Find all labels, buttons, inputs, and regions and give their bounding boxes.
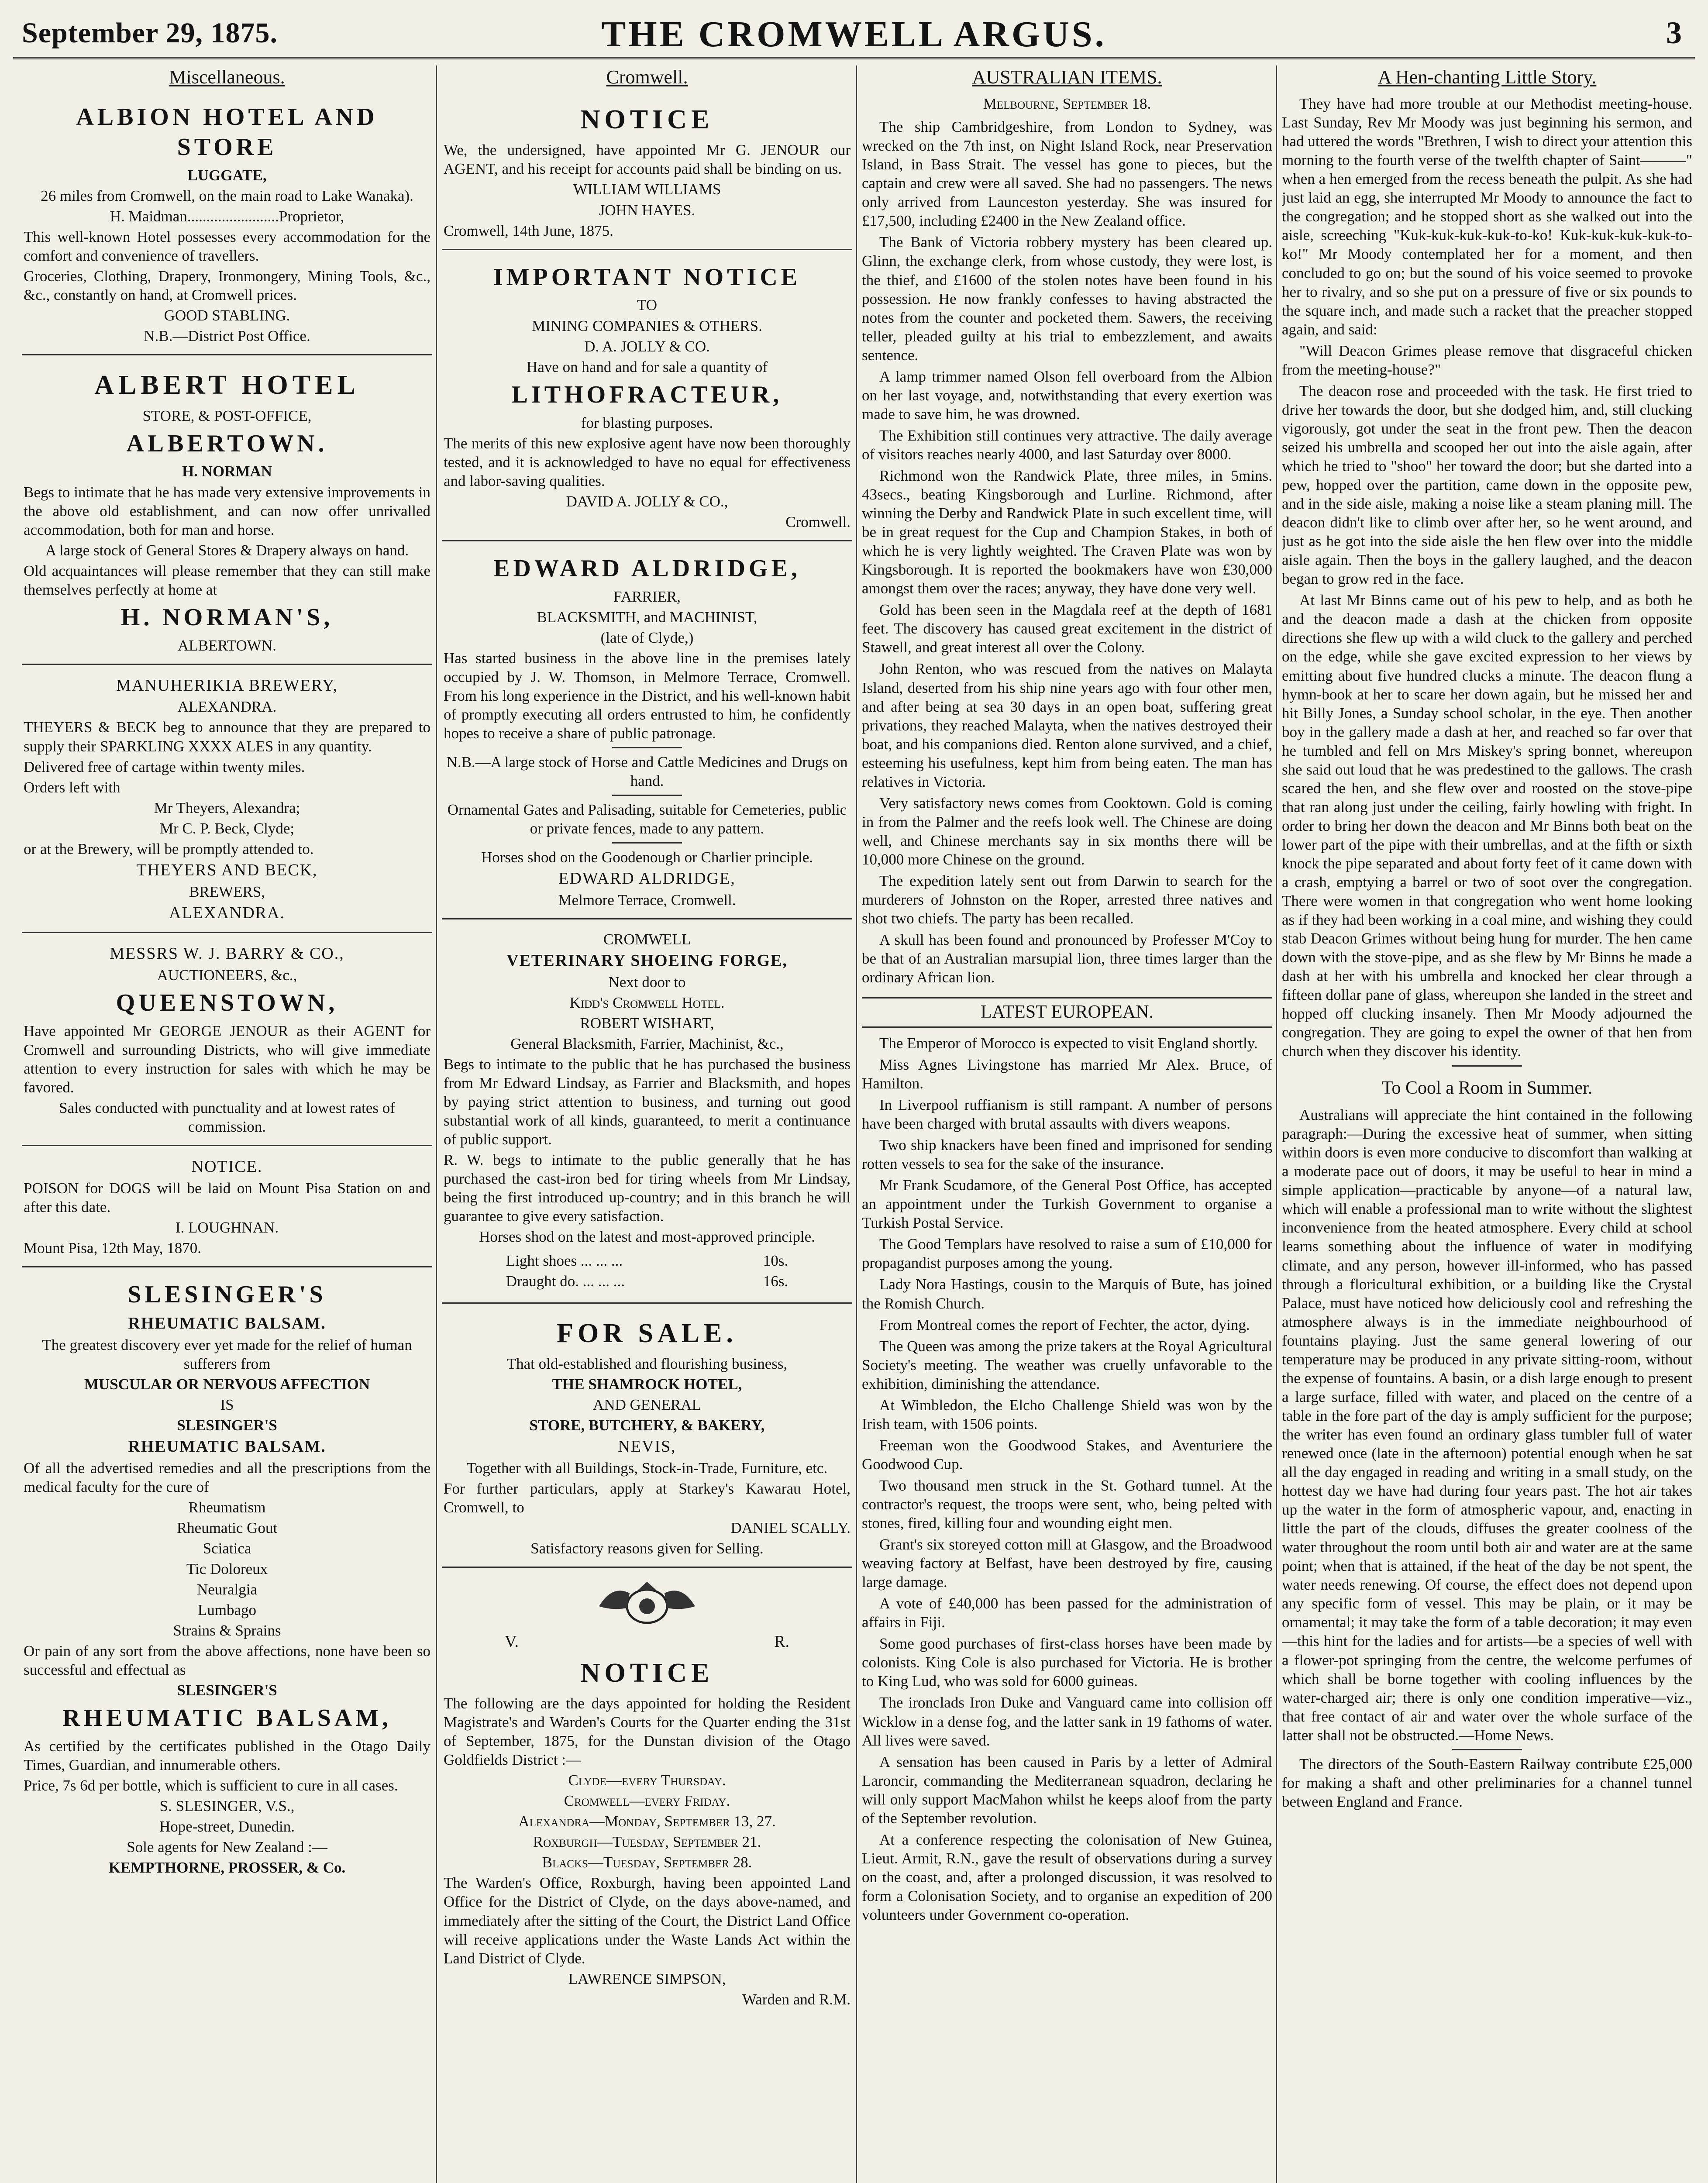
shoeing-rates-table <box>505 1250 789 1292</box>
ad-proprietor: H. Maidman........................Proprietor, <box>110 207 344 225</box>
column-2 <box>442 65 852 2183</box>
ad-address: Melmore Terrace, Cromwell. <box>558 892 736 909</box>
ad-body: Begs to intimate that he has made very extensive improvements in the above old establishment, and can now offer unrivalled accommodation, both for man and horse. <box>24 483 430 538</box>
ad-gates: Ornamental Gates and Palisading, suitable for Cemeteries, public or private fences, made to any pattern. <box>447 801 847 837</box>
story-paragraph: "Will Deacon Grimes please remove that disgraceful chicken from the meeting-house?" <box>1282 342 1692 378</box>
ad-body: The merits of this new explosive agent have now been thoroughly tested, and it is acknowledged to have no equal for effectiveness and labor-saving qualities. <box>444 434 851 489</box>
column-4 <box>1282 65 1692 2183</box>
ad-pains: Or pain of any sort from the above affections, none have been so successful and effectual as <box>24 1642 430 1679</box>
ad-claim: The greatest discovery ever yet made for the relief of human sufferers from <box>42 1336 412 1372</box>
ad-stabling: GOOD STABLING. <box>164 307 290 324</box>
important-notice-ad <box>442 255 852 541</box>
albion-hotel-ad <box>22 94 432 355</box>
news-paragraph: Grant's six storeyed cotton mill at Glasgow, and the Broadwood weaving factory at Belfast, have been destroyed by fire, causing large damage. <box>862 1536 1272 1591</box>
ad-orders: Orders left with <box>24 778 121 796</box>
aldridge-ad <box>442 546 852 919</box>
ad-friends: Old acquaintances will please remember that they can still make themselves perfectly at home at <box>24 562 430 598</box>
r-letter: R. <box>774 1632 789 1651</box>
ailment: Strains & Sprains <box>173 1622 281 1639</box>
ad-title: NOTICE <box>580 1658 714 1688</box>
news-paragraph: The Queen was among the prize takers at the Royal Agricultural Society's meeting. The weather was cruelly unfavorable to the exhibition, diminishing the attendance. <box>862 1337 1272 1392</box>
ad-place: ALBERTOWN. <box>126 430 328 457</box>
ad-brand: RHEUMATIC BALSAM, <box>62 1704 392 1732</box>
ad-title: NOTICE. <box>191 1157 263 1176</box>
jenour-agent-notice <box>442 94 852 250</box>
ad-place: LUGGATE, <box>187 166 267 184</box>
news-paragraph: Some good purchases of first-class horses have been made by colonists. King Cole is also purchased for Victoria. He is brother to King Lud, who was sold for 6000 guineas. <box>862 1635 1272 1690</box>
news-paragraph: The Good Templars have resolved to raise a sum of £10,000 for propagandist purposes among the young. <box>862 1236 1272 1272</box>
ad-intro: That old-established and flourishing business, <box>506 1355 788 1372</box>
news-paragraph: John Renton, who was rescued from the natives on Malayta Island, deserted from his ship nine years ago with four other men, and after being at sea 30 days in an open boat, suffering great privations, they reached Malayta, when the natives destroyed their boat, and his companions died. Renton alone survived, and a chief, esteeming his usefulness, kept him from being eaten. The man has relatives in Victoria. <box>862 660 1272 790</box>
ad-store: STORE, BUTCHERY, & BAKERY, <box>529 1417 765 1434</box>
ad-sign: DAVID A. JOLLY & CO., <box>566 492 728 510</box>
news-paragraph: Lady Nora Hastings, cousin to the Marquis of Bute, has joined the Romish Church. <box>862 1276 1272 1312</box>
ad-place: ALEXANDRA. <box>177 698 277 716</box>
ad-place: QUEENSTOWN, <box>116 989 338 1017</box>
rate-price: 16s. <box>763 1272 789 1290</box>
court-day: Cromwell—every Friday. <box>564 1792 730 1810</box>
news-paragraph: Two thousand men struck in the St. Gothard tunnel. At the contractor's request, the troops were sent, who, being pelted with stones, fired, killing four and wounding eight men. <box>862 1477 1272 1532</box>
ad-title: FOR SALE. <box>557 1318 737 1348</box>
rate-row <box>506 1251 789 1271</box>
ad-sign-title: Warden and R.M. <box>742 1990 851 2008</box>
article-heading: To Cool a Room in Summer. <box>1381 1078 1593 1098</box>
divider <box>612 795 682 796</box>
vr-initials <box>444 1632 851 1652</box>
news-paragraph: The expedition lately sent out from Darwin to search for the murderers of Johnston on the Roper, arrested three natives and shot two chiefs. The party has been recalled. <box>862 872 1272 927</box>
rate-label: Draught do. ... ... ... <box>506 1272 625 1290</box>
ad-title: ALBION HOTEL AND STORE <box>76 103 378 161</box>
ad-sign: WILLIAM WILLIAMS <box>573 181 721 198</box>
news-paragraph: At a conference respecting the colonisation of New Guinea, Lieut. Armit, R.N., gave the result of observations during a survey on the coast, and, after a prolonged discussion, it was resolved to form a Colonisation Society, and to organise an expedition of 200 volunteers under Government co-operation. <box>862 1831 1272 1923</box>
ad-sign: BREWERS, <box>189 883 265 900</box>
court-day: Clyde—every Thursday. <box>568 1772 726 1789</box>
column-heading: Cromwell. <box>606 66 688 88</box>
news-paragraph: Mr Frank Scudamore, of the General Post Office, has accepted an appointment under the Turkish Government to organise a Turkish Postal Service. <box>862 1177 1272 1232</box>
ailment: Tic Doloreux <box>186 1560 268 1577</box>
column-heading: Miscellaneous. <box>169 66 285 88</box>
ad-name: ROBERT WISHART, <box>580 1014 714 1032</box>
ailment: Rheumatism <box>188 1498 266 1516</box>
ad-title: ALBERT HOTEL <box>94 370 360 400</box>
ad-title: NOTICE <box>580 105 714 135</box>
ad-and: AND GENERAL <box>593 1396 701 1413</box>
news-paragraph: From Montreal comes the report of Fechter, the actor, dying. <box>879 1316 1250 1333</box>
ad-sub: AUCTIONEERS, &c., <box>157 967 297 984</box>
ad-trade: General Blacksmith, Farrier, Machinist, &c., <box>510 1035 784 1052</box>
ad-trade: FARRIER, <box>613 588 681 605</box>
ad-date: Cromwell, 14th June, 1875. <box>444 222 613 239</box>
ad-nb: N.B.—A large stock of Horse and Cattle Medicines and Drugs on hand. <box>446 754 848 790</box>
ad-body: THEYERS & BECK beg to announce that they are prepared to supply their SPARKLING XXXX ALES in any quantity. <box>24 719 430 755</box>
ad-shod: Horses shod on the latest and most-approved principle. <box>479 1228 815 1246</box>
news-paragraph: A lamp trimmer named Olson fell overboard from the Albion on her last voyage, and, notwithstanding that every exertion was made to save him, he was drowned. <box>862 368 1272 423</box>
ad-body: We, the undersigned, have appointed Mr G. JENOUR our AGENT, and his receipt for accounts paid shall be binding on us. <box>444 141 851 178</box>
ad-sign: THEYERS AND BECK, <box>136 861 318 879</box>
brewery-ad <box>22 669 432 933</box>
ad-title: VETERINARY SHOEING FORGE, <box>506 951 788 970</box>
ad-reasons: Satisfactory reasons given for Selling. <box>530 1539 764 1557</box>
news-paragraph: Freeman won the Goodwood Stakes, and Aventuriere the Goodwood Cup. <box>862 1436 1272 1473</box>
royal-crest-icon <box>582 1580 713 1628</box>
news-paragraph: The ship Cambridgeshire, from London to Sydney, was wrecked on the 7th inst, on Night Island Rock, near Preservation Island, in Bass Strait. The vessel has gone to pieces, but the captain and crew were all saved. She had no passengers. The news only arrived from Launceston yesterday. She was insured for £17,500, including £2400 in the New Zealand office. <box>862 118 1272 230</box>
ad-brand: SLESINGER'S <box>177 1416 277 1434</box>
ad-maker: S. SLESINGER, V.S., <box>159 1797 295 1815</box>
ad-body: POISON for DOGS will be laid on Mount Pisa Station on and after this date. <box>24 1180 430 1216</box>
ad-apply: For further particulars, apply at Starkey's Kawarau Hotel, Cromwell, to <box>444 1480 851 1516</box>
ad-certified: As certified by the certificates published in the Otago Daily Times, Guardian, and innumerable others. <box>24 1738 430 1774</box>
ad-footer: Sales conducted with punctuality and at lowest rates of commission. <box>59 1099 395 1136</box>
news-paragraph: A vote of £40,000 has been passed for the administration of affairs in Fiji. <box>862 1595 1272 1631</box>
ad-hotel: Kidd's Cromwell Hotel. <box>569 994 725 1011</box>
ad-hotel: THE SHAMROCK HOTEL, <box>552 1375 742 1393</box>
ailment: Rheumatic Gout <box>176 1519 278 1536</box>
ad-purpose: for blasting purposes. <box>581 414 713 431</box>
news-paragraph: The Bank of Victoria robbery mystery has been cleared up. Glinn, the exchange clerk, from whose custody, they were lost, is the thief, and £1600 of the stolen notes have been found in his possession. He now frankly confesses to having abstracted the notes from the counter and pocketed them. Sawers, the receiving teller, pleaded guilty at his trial to embezzlement, and awaits sentence. <box>862 234 1272 364</box>
court-day: Roxburgh—Tuesday, September 21. <box>533 1833 761 1851</box>
ad-trade: BLACKSMITH, and MACHINIST, <box>537 608 758 626</box>
ad-body: The following are the days appointed for holding the Resident Magistrate's and Warden's Courts for the Quarter ending the 31st of September, 1875, for the Dunstan division of the Otago Goldfields District :— <box>444 1695 851 1769</box>
ad-body: Begs to intimate to the public that he has purchased the business from Mr Edward Lindsay, as Farrier and Blacksmith, and hopes by paying strict attention to business, and turning out good substantial work of all kinds, guaranteed, to merit a continuance of public support. <box>444 1056 851 1148</box>
court-day: Alexandra—Monday, September 13, 27. <box>518 1813 776 1830</box>
ad-stock: A large stock of General Stores & Drapery always on hand. <box>45 541 409 559</box>
ad-title: MESSRS W. J. BARRY & CO., <box>110 944 344 963</box>
ad-rw: R. W. begs to intimate to the public generally that he has purchased the cast-iron bed for tiring wheels from Mr Lindsay, being the first introduced up-country; and in this branch he will guarantee to give every satisfaction. <box>444 1151 851 1225</box>
ad-place: CROMWELL <box>603 931 691 948</box>
ad-agent: or at the Brewery, will be promptly attended to. <box>24 840 314 857</box>
ailment: Neuralgia <box>197 1581 257 1598</box>
ad-next: Next door to <box>608 973 686 991</box>
column-3 <box>862 65 1272 2183</box>
ad-subtitle: STORE, & POST-OFFICE, <box>142 407 312 424</box>
news-paragraph: Very satisfactory news comes from Cooktown. Gold is coming in from the Palmer and the reefs look well. The Chinese are doing well, and Chinese merchants say in six months there will be 10,000 more Chinese on the ground. <box>862 794 1272 868</box>
column-rule <box>856 65 857 2183</box>
rate-row <box>506 1271 789 1291</box>
ad-note: N.B.—District Post Office. <box>144 327 310 345</box>
divider <box>1452 1749 1522 1750</box>
ad-audience: MINING COMPANIES & OTHERS. <box>532 317 762 334</box>
news-paragraph: Miss Agnes Livingstone has married Mr Alex. Bruce, of Hamilton. <box>862 1056 1272 1092</box>
column-1 <box>22 65 432 2183</box>
news-paragraph: Two ship knackers have been fined and imprisoned for sending rotten vessels to sea for the sake of the insurance. <box>862 1136 1272 1173</box>
section-heading: LATEST EUROPEAN. <box>862 997 1272 1028</box>
news-paragraph: Gold has been seen in the Magdala reef at the depth of 1681 feet. The discovery has caused great excitement in the district of Stawell, and great interest all over the Colony. <box>862 601 1272 656</box>
article-paragraph: Australians will appreciate the hint contained in the following paragraph:—During the excessive heat of summer, when sitting within doors is even more conducive to discomfort than walking at a moderate pace out of doors, it may be useful to hear in mind a simple application—practicable by anyone—of a natural law, which will enable a professional man to write without the slightest inconvenience from the heated atmosphere. Every child at school learns something about the influence of water in modifying climate, and any person, however ill-informed, who has passed through a floricultural exhibition, or a building like the Crystal Palace, must have noticed how deliciously cool and refreshing the atmosphere always is in the immediate neighbourhood of fountains playing. Just the same general lowering of our temperature may be produced in any private sitting-room, without the expense of fountains. A basin, or a dish large enough to present a large surface, filled with water, and placed on the centre of a table in the fore part of the day is amply sufficient for the purpose; the writer has even found an ordinary glass tumbler full of water renewed once (late in the afternoon) potential enough when he sat all the day engaged in reading and writing in a small study, on the hottest day we have had during four years past. The hot air takes up the water in the form of atmospheric vapour, and, enacting in little the part of the clouds, diffuses the greater coolness of the water throughout the room until both air and water are at the same point; when that is attained, if the heat of the day be not spent, the water needs renewing. Of course, the effect does not depend upon any specific form of vessel. This may be plain, or it may be ornamental; it may take the form of a table decoration; it may even—this hint for the ladies and for artists—be a species of well with a flower-pot springing from the centre, the welcome perfumes of which shall be borne together with cooling influences by the water-charged air; there is only one condition imperative—viz., that free contact of air and water over the whole surface of the latter shall not be obstructed.—Home News. <box>1282 1106 1692 1744</box>
ad-goods: Groceries, Clothing, Drapery, Ironmongery, Mining Tools, &c., &c., constantly on hand, at Cromwell prices. <box>24 268 430 304</box>
story-paragraph: The deacon rose and proceeded with the task. He first tried to drive her towards the door, but she dodged him, and, still clucking vigorously, got under the seat in the front pew. Then the deacon seized his umbrella and scooped her out into the aisle again, after which he tried to "shoo" her toward the door; but she darted into a pew, hopped over the partition, came down in the opposite pew, and in the side aisle, making a noise like a steam planing mill. The deacon didn't like to climb over after her, so he went around, and just as he got into the side aisle the hen flew over into the middle aisle again. Then the boys in the gallery laughed, and the deacon began to grow red in the face. <box>1282 382 1692 588</box>
news-paragraph: Richmond won the Randwick Plate, three miles, in 5mins. 43secs., beating Kingsborough and Lurline. Richmond, after winning the Derby and Randwick Plate in such excellent time, will be in great request for the Cup and Champion Stakes, in both of which he is very lightly weighted. The Craven Plate was won by Kingsborough. It is reported the bookmakers have won £30,000 amongst them over the races; anyway, they have done very well. <box>862 467 1272 597</box>
news-paragraph: The Exhibition still continues very attractive. The daily average of visitors reaches nearly 4000, and last Saturday over 8000. <box>862 427 1272 463</box>
divider <box>612 842 682 844</box>
story-paragraph: They have had more trouble at our Methodist meeting-house. Last Sunday, Rev Mr Moody was just beginning his sermon, and had uttered the words "Brethren, I wish to direct your attention this morning to the fourth verse of the twelfth chapter of Saint———" when a hen emerged from the recess beneath the pulpit. As she had just laid an egg, she interrupted Mr Moody to announce the fact to the congregation; and he stopped short as she walked out into the aisle, screeching "Kuk-kuk-kuk-kuk-to-ko! Kuk-kuk-kuk-kuk-to-ko!" Mr Moody contemplated her for a moment, and then concluded to go on; but the sound of his voice seemed to provoke her to rivalry, and so she put on a pressure of five or six pounds to the square inch, and made such a racket that the preacher stopped again, and said: <box>1282 95 1692 338</box>
ad-sign: EDWARD ALDRIDGE, <box>558 869 736 888</box>
ad-sign-name: H. NORMAN'S, <box>121 603 334 631</box>
ad-date: Mount Pisa, 12th May, 1870. <box>24 1240 202 1257</box>
ad-have: Have on hand and for sale a quantity of <box>526 358 768 375</box>
column-rule <box>1276 65 1277 2183</box>
ad-agents-label: Sole agents for New Zealand :— <box>127 1839 327 1856</box>
news-paragraph: The Emperor of Morocco is expected to visit England shortly. <box>879 1034 1258 1052</box>
ad-is: IS <box>220 1396 234 1413</box>
ad-brand: SLESINGER'S <box>177 1682 277 1699</box>
albert-hotel-ad <box>22 360 432 665</box>
ad-place: NEVIS, <box>618 1437 676 1456</box>
ad-together: Together with all Buildings, Stock-in-Trade, Furniture, etc. <box>466 1459 828 1477</box>
story-paragraph: At last Mr Binns came out of his pew to help, and as both he and the deacon made a dash at the chicken from opposite directions she flew up with a wild cluck to the gallery and perched on the edge, while she gave excited expression to her views by emitting about five hundred clucks a minute. The deacon flung a hymn-book at her to scare her down again, but he missed her and hit Billy Jones, a Sunday school scholar, in the eye. Then another boy in the gallery made a dash at her, and reached so far over that he tumbled and fell on Mrs Miskey's spring bonnet, whereupon she said out loud that he was predestined to the gallows. The crash scared the hen, and she flew over and roosted on the stove-pipe that ran along just under the ceiling, fairly howling with fright. In order to bring her down the deacon and Mr Binns both beat on the lower part of the pipe with their umbrellas, and at the fifth or sixth knock the pipe separated and about forty feet of it came down with a crash, emptying a barrel or two of soot over the congregation. There were women in that congregation who went home looking as if they had been working in a coal mine, and wishing they could stab Deacon Grimes without being hung for murder. The hen came down with the stove-pipe, and as she flew by Mr Binns he made a dash at her with his umbrella and knocked her clear through a fifteen dollar pane of glass, whereupon she landed in the street and hopped off clucking insanely. Then Mr Moody adjourned the congregation. They are going to expel the owner of that hen from church when they discover his identity. <box>1282 592 1692 1060</box>
ad-title: IMPORTANT NOTICE <box>493 263 801 291</box>
court-day: Blacks—Tuesday, September 28. <box>542 1854 752 1871</box>
ad-delivery: Delivered free of cartage within twenty miles. <box>24 758 305 775</box>
divider <box>1452 1065 1522 1067</box>
barry-auctioneers-ad <box>22 937 432 1146</box>
dateline: Melbourne, September 18. <box>983 95 1151 113</box>
ad-firm: D. A. JOLLY & CO. <box>584 337 710 355</box>
ad-horses: Horses shod on the Goodenough or Charlier principle. <box>481 849 813 866</box>
ad-brand: RHEUMATIC BALSAM. <box>128 1437 326 1456</box>
ad-to: TO <box>637 296 658 314</box>
section-heading: AUSTRALIAN ITEMS. <box>972 66 1162 88</box>
ad-title: SLESINGER'S <box>127 1281 327 1308</box>
ad-agent: Mr Theyers, Alexandra; <box>154 799 300 816</box>
ad-sign: LAWRENCE SIMPSON, <box>568 1970 726 1987</box>
ad-from: (late of Clyde,) <box>600 629 694 646</box>
divider <box>612 747 682 748</box>
ad-title: MANUHERIKIA BREWERY, <box>116 676 338 695</box>
ad-sign: DANIEL SCALLY. <box>730 1519 851 1536</box>
news-paragraph: A sensation has been caused in Paris by a letter of Admiral Laroncir, commanding the Mediterranean squadron, declaring he will only support MacMahon whilst he keeps aloof from the party of the September revolution. <box>862 1753 1272 1827</box>
rate-price: 10s. <box>763 1252 789 1269</box>
court-days-notice <box>442 1572 852 2018</box>
ailment: Lumbago <box>197 1601 257 1619</box>
ad-body: This well-known Hotel possesses every accommodation for the comfort and convenience of travellers. <box>24 228 430 265</box>
page-number: 3 <box>1666 15 1682 50</box>
ad-title: EDWARD ALDRIDGE, <box>493 554 801 582</box>
news-paragraph: At Wimbledon, the Elcho Challenge Shield was won by the Irish team, with 1506 points. <box>862 1396 1272 1432</box>
ad-body: Has started business in the above line in the premises lately occupied by J. W. Thomson, in Melmore Terrace, Cromwell. From his long experience in the District, and his well-known habit of promptly executing all orders entrusted to him, he confidently hopes to receive a share of public patronage. <box>444 649 851 742</box>
ad-agents: KEMPTHORNE, PROSSER, & Co. <box>108 1859 346 1877</box>
balsam-ad <box>22 1272 432 1886</box>
column-rule <box>436 65 437 2183</box>
v-letter: V. <box>505 1632 519 1651</box>
ad-affection: MUSCULAR OR NERVOUS AFFECTION <box>84 1375 370 1393</box>
news-paragraph: The directors of the South-Eastern Railway contribute £25,000 for making a shaft and other preliminaries for a channel tunnel between England and France. <box>1282 1755 1692 1810</box>
news-paragraph: In Liverpool ruffianism is still rampant. A number of persons have been charged with brutal assaults with divers weapons. <box>862 1096 1272 1133</box>
for-sale-ad <box>442 1308 852 1568</box>
story-heading: A Hen-chanting Little Story. <box>1377 66 1597 88</box>
ad-location: 26 miles from Cromwell, on the main road to Lake Wanaka). <box>41 187 413 204</box>
news-paragraph: A skull has been found and pronounced by Professer M'Coy to be that of an Australian marsupial lion, three times larger than the ordinary African lion. <box>862 931 1272 986</box>
ad-sign: I. LOUGHNAN. <box>175 1219 279 1236</box>
ad-place: Cromwell. <box>785 513 851 530</box>
ad-sign: ALEXANDRA. <box>169 903 285 922</box>
ad-body: Have appointed Mr GEORGE JENOUR as their AGENT for Cromwell and surrounding Districts, who will give immediate attention to every instruction for sales with which he may be favored. <box>24 1022 430 1096</box>
issue-date: September 29, 1875. <box>22 17 278 49</box>
newspaper-title: THE CROMWELL ARGUS. <box>601 14 1107 55</box>
ad-address: Hope-street, Dunedin. <box>159 1818 295 1835</box>
ad-agent: Mr C. P. Beck, Clyde; <box>159 819 295 837</box>
ad-sub: RHEUMATIC BALSAM. <box>128 1314 326 1333</box>
ad-remedies: Of all the advertised remedies and all the prescriptions from the medical faculty for the cure of <box>24 1459 430 1495</box>
rate-label: Light shoes ... ... ... <box>506 1252 623 1269</box>
ad-sign: JOHN HAYES. <box>599 201 696 219</box>
masthead <box>13 9 1695 59</box>
ailment: Sciatica <box>203 1539 251 1557</box>
news-paragraph: The ironclads Iron Duke and Vanguard came into collision off Wicklow in a dense fog, and the latter sank in 19 fathoms of water. All lives were saved. <box>862 1694 1272 1749</box>
ad-sign-place: ALBERTOWN. <box>178 637 276 654</box>
poison-notice <box>22 1150 432 1267</box>
ad-office: The Warden's Office, Roxburgh, having been appointed Land Office for the District of Clyde, on the days above-named, and immediately after the sitting of the Court, the District Land Office will receive applications under the Waste Lands Act within the Land District of Clyde. <box>444 1874 851 1967</box>
ad-name: H. NORMAN <box>182 463 272 480</box>
ad-product: LITHOFRACTEUR, <box>511 381 783 408</box>
ad-price: Price, 7s 6d per bottle, which is sufficient to cure in all cases. <box>24 1777 398 1794</box>
shoeing-forge-ad <box>442 924 852 1304</box>
